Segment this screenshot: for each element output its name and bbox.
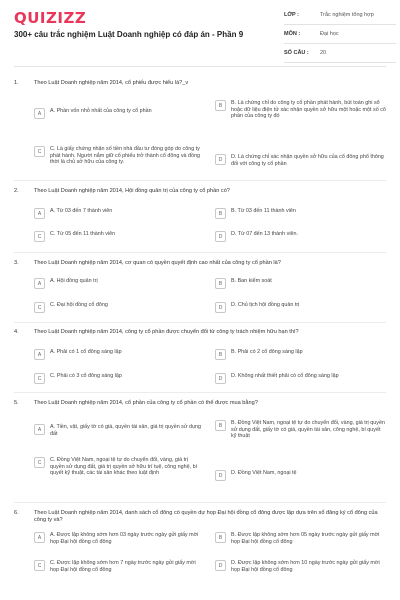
option-a[interactable] [34, 349, 204, 360]
option-text: D. Là chứng chỉ xác nhận quyền sở hữu của cổ đông phổ thông đối với công ty cổ phần [231, 154, 384, 167]
option-letter: C [34, 231, 45, 242]
option-c[interactable] [34, 146, 204, 166]
option-letter: A [34, 349, 45, 360]
option-b[interactable] [215, 278, 387, 289]
question-divider [14, 252, 386, 253]
meta-label: SỐ CÂU : [284, 50, 309, 56]
option-d[interactable] [215, 373, 387, 384]
meta-row-class [284, 6, 396, 25]
option-c[interactable] [34, 302, 204, 313]
option-text: B. Được lập không sớm hơn 05 ngày trước ngày gửi giấy mời họp Đại hội đồng cổ đông [231, 532, 380, 545]
option-text: A. Được lập không sớm hơn 03 ngày trước ngày gửi giấy mời họp Đại hội đồng cổ đông [50, 532, 199, 545]
question-text: Theo Luật Doanh nghiệp năm 2014, Hội đồng quản trị của công ty cổ phần có? [34, 188, 230, 194]
option-d[interactable] [215, 560, 387, 573]
question-divider [14, 392, 386, 393]
worksheet-meta [284, 6, 396, 63]
option-text: B. Phải có 2 cổ đông sáng lập [231, 349, 303, 355]
option-d[interactable] [215, 154, 387, 167]
option-text: A. Phải có 1 cổ đông sáng lập [50, 349, 122, 355]
option-letter: D [215, 231, 226, 242]
question-number: 3. [14, 260, 19, 266]
option-letter: D [215, 302, 226, 313]
option-letter: A [34, 108, 45, 119]
option-letter: C [34, 146, 45, 157]
option-letter: B [215, 420, 226, 431]
quizizz-logo[interactable]: QUIZIZZ [14, 9, 87, 27]
option-text: C. Phải có 3 cổ đông sáng lập [50, 373, 122, 379]
option-text: D. Được lập không sớm hơn 10 ngày trước ngày gửi giấy mời họp Đại hội đồng cổ đông [231, 560, 380, 573]
meta-row-subject [284, 25, 396, 44]
option-text: C. Từ 05 đến 11 thành viên [50, 231, 116, 237]
question-text: Theo Luật Doanh nghiệp năm 2014, cổ phần của công ty cổ phần có thể được mua bằng? [34, 400, 258, 406]
option-letter: A [34, 208, 45, 219]
option-text: B. Ban kiểm soát [231, 278, 272, 284]
option-a[interactable] [34, 424, 204, 437]
option-b[interactable] [215, 100, 387, 120]
option-text: B. Là chứng chỉ do công ty cổ phần phát hành, bút toán ghi sổ hoặc dữ liệu điện tử xác nhận quyền sở hữu một hoặc một số cổ phần của công ty đó [231, 100, 386, 120]
header-divider [14, 66, 386, 67]
option-b[interactable] [215, 208, 387, 219]
option-text: A. Tiền, vật, giấy tờ có giá, quyền tài sản, giá trị quyền sử dụng đất [50, 424, 201, 437]
option-c[interactable] [34, 560, 204, 573]
option-text: A. Phần vốn nhỏ nhất của công ty cổ phần [50, 108, 152, 114]
option-text: D. Đồng Việt Nam, ngoại tệ [231, 470, 297, 476]
question-number: 1. [14, 80, 19, 86]
option-letter: D [215, 470, 226, 481]
option-letter: A [34, 278, 45, 289]
option-a[interactable] [34, 108, 204, 119]
question-divider [14, 180, 386, 181]
option-text: C. Đồng Việt Nam, ngoại tệ tự do chuyển đổi, vàng, giá trị quyền sử dụng đất, giá trị quyền sở hữu trí tuệ, công nghệ, bí quyết kỹ thuật, các tài sản khác theo luật định [50, 457, 198, 477]
meta-label: LỚP : [284, 12, 299, 18]
question-divider [14, 502, 386, 503]
option-b[interactable] [215, 532, 387, 545]
question-number: 2. [14, 188, 19, 194]
question-number: 6. [14, 510, 19, 516]
option-letter: A [34, 424, 45, 435]
option-letter: D [215, 373, 226, 384]
worksheet-header [0, 0, 400, 62]
option-d[interactable] [215, 231, 387, 242]
question-text: Theo Luật Doanh nghiệp năm 2014, cổ phiếu được hiểu là?_v [34, 80, 189, 86]
option-letter: D [215, 560, 226, 571]
option-c[interactable] [34, 231, 204, 242]
meta-value: 20 [320, 50, 327, 56]
option-text: C. Là giấy chứng nhận số tiền nhà đầu tư đóng góp do công ty phát hành. Người nắm giữ cổ phiếu trở thành cổ đông và đồng thời là chủ sở hữu của công ty. [50, 146, 201, 166]
option-text: C. Đại hội đồng cổ đông [50, 302, 108, 308]
option-letter: B [215, 278, 226, 289]
option-text: C. Được lập không sớm hơn 7 ngày trước ngày gửi giấy mời họp Đại hội đồng cổ đông [50, 560, 196, 573]
option-a[interactable] [34, 532, 204, 545]
meta-row-count [284, 44, 396, 63]
option-d[interactable] [215, 470, 387, 481]
question-divider [14, 322, 386, 323]
option-letter: B [215, 349, 226, 360]
option-text: A. Hội đồng quản trị [50, 278, 98, 284]
option-c[interactable] [34, 373, 204, 384]
question-text: Theo Luật Doanh nghiệp năm 2014, công ty cổ phần được chuyển đổi từ công ty trách nhiệm hữu hạn thì? [34, 329, 299, 335]
option-letter: C [34, 457, 45, 468]
option-text: B. Đồng Việt Nam, ngoại tệ tự do chuyển đổi, vàng, giá trị quyền sử dụng đất, giấy tờ có giá, quyền tài sản, công nghệ, bí quyết kỹ thuật [231, 420, 385, 440]
question-number: 4. [14, 329, 19, 335]
option-letter: B [215, 208, 226, 219]
option-letter: B [215, 100, 226, 111]
option-d[interactable] [215, 302, 387, 313]
option-text: A. Từ 03 đến 7 thành viên [50, 208, 113, 214]
page-title: 300+ câu trắc nghiệm Luật Doanh nghiệp có đáp án - Phần 9 [14, 30, 244, 39]
meta-value: Đại học [320, 31, 339, 37]
question-text: Theo Luật Doanh nghiệp năm 2014, cơ quan có quyền quyết định cao nhất của công ty cổ phần là? [34, 260, 281, 266]
option-c[interactable] [34, 457, 204, 477]
meta-value: Trắc nghiệm tổng hợp [320, 12, 374, 18]
option-text: B. Từ 03 đến 11 thành viên [231, 208, 296, 214]
option-letter: C [34, 373, 45, 384]
meta-label: MÔN : [284, 31, 301, 37]
option-text: D. Không nhất thiết phải có cổ đông sáng lập [231, 373, 339, 379]
option-letter: A [34, 532, 45, 543]
option-b[interactable] [215, 349, 387, 360]
option-b[interactable] [215, 420, 387, 440]
question-text: Theo Luật Doanh nghiệp năm 2014, danh sách cổ đông có quyền dự họp Đại hội đồng cổ đông được lập dựa trên sổ đăng ký cổ đông của công ty và? [34, 510, 378, 523]
question-number: 5. [14, 400, 19, 406]
option-text: D. Từ 07 đến 13 thành viên. [231, 231, 299, 237]
option-a[interactable] [34, 278, 204, 289]
option-letter: B [215, 532, 226, 543]
option-letter: D [215, 154, 226, 165]
option-a[interactable] [34, 208, 204, 219]
option-text: D. Chủ tịch hội đồng quản trị [231, 302, 300, 308]
option-letter: C [34, 560, 45, 571]
option-letter: C [34, 302, 45, 313]
